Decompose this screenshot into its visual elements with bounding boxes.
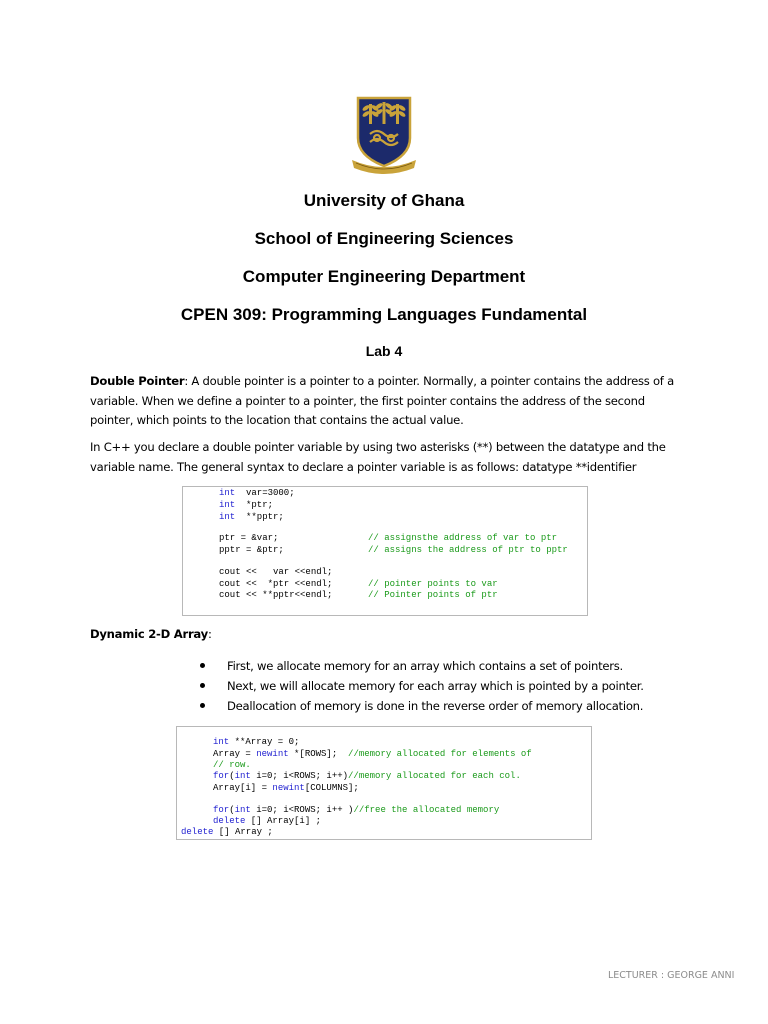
code-line: int *ptr;	[219, 500, 274, 510]
university-crest-logo	[348, 94, 420, 174]
code-line: Array[i] = newint[COLUMNS];	[213, 783, 359, 793]
double-pointer-term: Double Pointer	[90, 374, 185, 388]
double-pointer-paragraph	[90, 372, 690, 431]
code-line: int **Array = 0;	[213, 737, 300, 747]
bullet-icon	[200, 663, 205, 668]
university-name: University of Ghana	[303, 191, 465, 210]
code-line: int var=3000;	[219, 488, 295, 498]
code-line: cout << **pptr<<endl;	[219, 590, 333, 600]
list-item: Deallocation of memory is done in the reverse order of memory allocation.	[200, 696, 720, 716]
code-line: Array = newint *[ROWS]; //memory allocated for elements of	[213, 749, 532, 759]
code-line: delete [] Array[i] ;	[213, 816, 322, 826]
dynamic-array-heading: Dynamic 2-D Array:	[90, 627, 212, 641]
school-name: School of Engineering Sciences	[254, 229, 514, 248]
double-pointer-code-block	[182, 486, 588, 616]
list-item: First, we allocate memory for an array which contains a set of pointers.	[200, 656, 720, 676]
code-line: int **pptr;	[219, 512, 284, 522]
code-line: cout << *ptr <<endl;	[219, 579, 333, 589]
code-comment: // assignsthe address of var to ptr	[368, 533, 558, 543]
dynamic-array-code-block	[176, 726, 592, 840]
code-comment: // assigns the address of ptr to pptr	[368, 545, 568, 555]
lab-number: Lab 4	[365, 343, 403, 359]
course-title: CPEN 309: Programming Languages Fundamental	[180, 305, 588, 324]
department-name: Computer Engineering Department	[242, 267, 526, 286]
bullet-icon	[200, 683, 205, 688]
code-line: ptr = &var;	[219, 533, 279, 543]
allocation-steps-list	[200, 656, 720, 716]
bullet-icon	[200, 703, 205, 708]
code-line: for(int i=0; i<ROWS; i++)//memory allocated for each col.	[213, 771, 521, 781]
list-item: Next, we will allocate memory for each array which is pointed by a pointer.	[200, 676, 720, 696]
lecturer-footer: LECTURER : GEORGE ANNI	[608, 970, 735, 981]
code-comment: // row.	[213, 760, 251, 770]
code-line: pptr = &ptr;	[219, 545, 284, 555]
code-line: delete [] Array ;	[181, 827, 273, 837]
double-pointer-definition: : A double pointer is a pointer to a pointer. Normally, a pointer contains the address of a variable. When we define a pointer to a pointer, the first pointer contains the address of the second pointer, which points to the location that contains the actual value.	[90, 374, 674, 427]
code-comment: // pointer points to var	[368, 579, 498, 589]
code-comment: // Pointer points of ptr	[368, 590, 498, 600]
syntax-paragraph: In C++ you declare a double pointer variable by using two asterisks (**) between the datatype and the variable name. The general syntax to declare a pointer variable is as follows: datatype **identifier	[90, 440, 666, 474]
code-line: cout << var <<endl;	[219, 567, 333, 577]
code-line: for(int i=0; i<ROWS; i++ )//free the allocated memory	[213, 805, 500, 815]
